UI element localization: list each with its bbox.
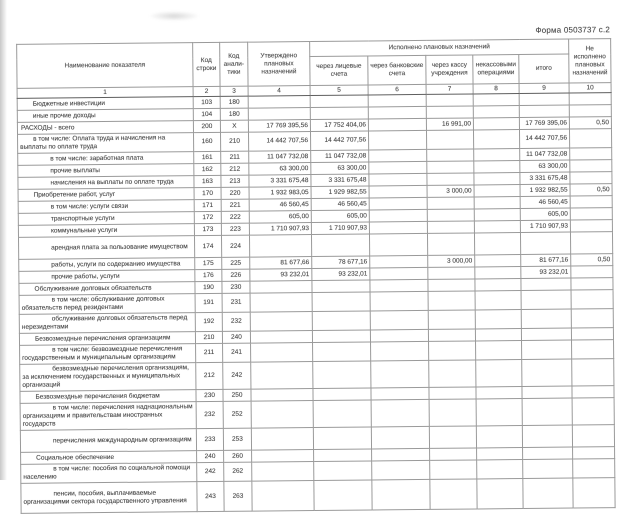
cash-office-cell bbox=[427, 149, 474, 161]
line-code-cell: 192 bbox=[195, 312, 222, 331]
cash-office-cell bbox=[430, 448, 477, 460]
unexecuted-cell bbox=[571, 328, 613, 340]
approved-cell bbox=[252, 481, 314, 512]
col-index-3: 3 bbox=[220, 86, 248, 96]
line-code-cell: 174 bbox=[194, 235, 221, 257]
col-header-via-bank-accounts: через банковские счета bbox=[368, 55, 426, 85]
row-name-cell: начисления на выплаты по оплате труда bbox=[18, 176, 194, 190]
col-index-2: 2 bbox=[193, 86, 220, 96]
unexecuted-cell bbox=[573, 447, 615, 459]
cash-office-cell: 16 991,00 bbox=[426, 118, 473, 130]
approved-cell: 14 442 707,56 bbox=[248, 132, 310, 152]
bank-accounts-cell bbox=[369, 161, 427, 174]
col-header-approved: Утверждено плановых назначений bbox=[248, 42, 310, 87]
analytics-code-cell: 240 bbox=[222, 331, 250, 343]
unexecuted-cell bbox=[570, 208, 612, 220]
non-cash-cell bbox=[475, 255, 521, 267]
analytics-code-cell: X bbox=[220, 120, 248, 132]
personal-accounts-cell: 78 677,16 bbox=[312, 256, 370, 269]
bank-accounts-cell bbox=[370, 329, 428, 342]
line-code-cell: 232 bbox=[196, 401, 223, 428]
total-cell bbox=[521, 309, 571, 328]
row-name-cell: Обслуживание долговых обязательств bbox=[19, 282, 195, 296]
analytics-code-cell: 225 bbox=[222, 257, 250, 269]
non-cash-cell bbox=[473, 130, 519, 149]
analytics-code-cell: 242 bbox=[223, 362, 251, 389]
approved-cell bbox=[250, 331, 312, 344]
row-name-cell: Безвозмездные перечисления бюджетам bbox=[20, 390, 196, 404]
line-code-cell: 171 bbox=[194, 199, 221, 211]
approved-cell bbox=[250, 281, 312, 294]
total-cell: 11 047 732,08 bbox=[520, 148, 570, 160]
personal-accounts-cell bbox=[310, 107, 368, 120]
personal-accounts-cell: 93 232,01 bbox=[312, 268, 370, 281]
total-cell: 1 932 982,55 bbox=[520, 184, 570, 196]
personal-accounts-cell: 46 560,45 bbox=[311, 198, 369, 211]
analytics-code-cell: 222 bbox=[221, 211, 249, 223]
cash-office-cell bbox=[429, 341, 476, 360]
unexecuted-cell: 0,50 bbox=[569, 117, 611, 129]
line-code-cell: 200 bbox=[193, 120, 220, 132]
cash-office-cell bbox=[427, 209, 474, 221]
personal-accounts-cell: 63 300,00 bbox=[311, 162, 369, 175]
bank-accounts-cell bbox=[369, 197, 427, 210]
personal-accounts-cell bbox=[312, 311, 370, 331]
approved-cell bbox=[252, 450, 314, 463]
col-index-10: 10 bbox=[569, 83, 611, 93]
non-cash-cell bbox=[477, 448, 523, 460]
budget-execution-table bbox=[16, 38, 615, 514]
page-edge-shadow bbox=[0, 0, 7, 480]
personal-accounts-cell bbox=[312, 330, 370, 343]
bank-accounts-cell bbox=[372, 479, 430, 510]
cash-office-cell bbox=[428, 291, 475, 310]
total-cell bbox=[519, 93, 569, 105]
line-code-cell: 161 bbox=[194, 151, 221, 163]
line-code-cell: 210 bbox=[195, 331, 222, 343]
personal-accounts-cell bbox=[313, 361, 371, 389]
analytics-code-cell: 231 bbox=[222, 293, 250, 312]
analytics-code-cell: 212 bbox=[221, 163, 249, 175]
bank-accounts-cell bbox=[371, 360, 429, 388]
cash-office-cell bbox=[430, 479, 477, 509]
row-name-cell: в том числе: перечисления наднациональным организациям и правительствам иностранных государств bbox=[20, 402, 196, 431]
analytics-code-cell: 252 bbox=[223, 401, 251, 428]
analytics-code-cell: 213 bbox=[221, 175, 249, 187]
non-cash-cell bbox=[476, 387, 522, 399]
cash-office-cell bbox=[429, 360, 476, 387]
bank-accounts-cell bbox=[369, 149, 427, 162]
line-code-cell: 233 bbox=[196, 428, 223, 450]
total-cell: 81 677,16 bbox=[521, 254, 571, 266]
cash-office-cell bbox=[427, 161, 474, 173]
col-index-7: 7 bbox=[426, 84, 473, 94]
approved-cell: 63 300,00 bbox=[249, 163, 311, 176]
non-cash-cell bbox=[475, 267, 521, 279]
line-code-cell: 175 bbox=[195, 257, 222, 269]
cash-office-cell bbox=[427, 221, 474, 233]
non-cash-cell bbox=[477, 460, 523, 479]
non-cash-cell bbox=[473, 118, 519, 130]
analytics-code-cell: 230 bbox=[222, 281, 250, 293]
personal-accounts-cell: 17 752 404,06 bbox=[310, 119, 368, 132]
bank-accounts-cell bbox=[370, 267, 428, 280]
total-cell bbox=[523, 478, 573, 508]
total-cell: 3 331 675,48 bbox=[520, 172, 570, 184]
col-index-1: 1 bbox=[17, 87, 193, 99]
row-name-cell: обслуживание долговых обязательств перед нерезидентами bbox=[19, 313, 195, 334]
personal-accounts-cell: 11 047 732,08 bbox=[311, 150, 369, 163]
bank-accounts-cell bbox=[370, 291, 428, 311]
form-number-label: Форма 0503737 с.2 bbox=[535, 25, 611, 35]
col-header-unexecuted: Не исполнено плановых назначений bbox=[569, 39, 611, 83]
unexecuted-cell bbox=[570, 220, 612, 232]
row-name-cell: прочие работы, услуги bbox=[19, 270, 195, 284]
approved-cell bbox=[248, 108, 310, 121]
unexecuted-cell bbox=[572, 340, 614, 359]
personal-accounts-cell bbox=[314, 480, 372, 511]
non-cash-cell bbox=[474, 197, 520, 209]
line-code-cell: 160 bbox=[193, 132, 220, 151]
unexecuted-cell bbox=[571, 266, 613, 278]
line-code-cell: 170 bbox=[194, 187, 221, 199]
col-header-via-cash-office: через кассу учреждения bbox=[426, 55, 473, 84]
line-code-cell: 230 bbox=[196, 389, 223, 401]
unexecuted-cell bbox=[569, 105, 611, 117]
total-cell bbox=[519, 105, 569, 117]
unexecuted-cell bbox=[572, 425, 614, 447]
bank-accounts-cell bbox=[370, 255, 428, 268]
bank-accounts-cell bbox=[369, 221, 427, 234]
non-cash-cell bbox=[474, 161, 520, 173]
non-cash-cell bbox=[474, 173, 520, 185]
line-code-cell: 172 bbox=[194, 211, 221, 223]
total-cell: 93 232,01 bbox=[521, 266, 571, 278]
cash-office-cell bbox=[427, 173, 474, 185]
non-cash-cell bbox=[474, 209, 520, 221]
total-cell: 17 769 395,06 bbox=[519, 117, 569, 129]
unexecuted-cell bbox=[572, 386, 614, 398]
row-name-cell: в том числе: заработная плата bbox=[18, 152, 194, 166]
analytics-code-cell: 260 bbox=[224, 450, 252, 462]
cash-office-cell: 3 000,00 bbox=[428, 255, 475, 267]
line-code-cell: 162 bbox=[194, 163, 221, 175]
personal-accounts-cell bbox=[313, 388, 371, 401]
approved-cell bbox=[251, 401, 313, 429]
bank-accounts-cell bbox=[369, 173, 427, 186]
line-code-cell: 173 bbox=[194, 223, 221, 235]
col-header-total: итого bbox=[519, 54, 569, 83]
col-header-line-code: Код строки bbox=[193, 42, 220, 86]
analytics-code-cell: 263 bbox=[224, 481, 252, 511]
cash-office-cell bbox=[429, 399, 476, 426]
line-code-cell: 242 bbox=[197, 462, 224, 481]
analytics-code-cell: 232 bbox=[222, 312, 250, 331]
row-name-cell: работы, услуги по содержанию имущества bbox=[19, 258, 195, 272]
cash-office-cell: 3 000,00 bbox=[427, 185, 474, 197]
approved-cell: 93 232,01 bbox=[250, 269, 312, 282]
bank-accounts-cell bbox=[369, 233, 427, 256]
analytics-code-cell: 220 bbox=[221, 187, 249, 199]
non-cash-cell bbox=[474, 185, 520, 197]
unexecuted-cell bbox=[570, 172, 612, 184]
line-code-cell: 103 bbox=[193, 96, 220, 108]
col-index-8: 8 bbox=[473, 84, 519, 94]
non-cash-cell bbox=[474, 233, 520, 255]
approved-cell bbox=[250, 312, 312, 332]
approved-cell: 81 677,66 bbox=[250, 257, 312, 270]
row-name-cell: пенсии, пособия, выплачиваемые организациями сектора государственного управления bbox=[21, 482, 197, 514]
cash-office-cell bbox=[427, 233, 474, 255]
row-name-cell: прочие выплаты bbox=[18, 164, 194, 178]
total-cell: 605,00 bbox=[520, 208, 570, 220]
total-cell bbox=[522, 398, 572, 425]
total-cell bbox=[523, 459, 573, 478]
line-code-cell: 190 bbox=[195, 281, 222, 293]
col-index-9: 9 bbox=[519, 83, 569, 93]
approved-cell: 605,00 bbox=[249, 211, 311, 224]
bank-accounts-cell bbox=[370, 310, 428, 330]
personal-accounts-cell: 3 331 675,48 bbox=[311, 174, 369, 187]
non-cash-cell bbox=[476, 360, 522, 387]
bank-accounts-cell bbox=[372, 460, 430, 480]
approved-cell: 11 047 732,08 bbox=[249, 151, 311, 164]
row-name-cell: перечисления международным организациям bbox=[20, 429, 196, 453]
non-cash-cell bbox=[477, 479, 523, 509]
personal-accounts-cell bbox=[310, 95, 368, 108]
total-cell bbox=[521, 278, 571, 290]
unexecuted-cell bbox=[571, 290, 613, 309]
row-name-cell: РАСХОДЫ - всего bbox=[17, 121, 193, 135]
personal-accounts-cell bbox=[312, 292, 370, 312]
personal-accounts-cell bbox=[312, 280, 370, 293]
unexecuted-cell bbox=[571, 309, 613, 328]
approved-cell bbox=[251, 428, 313, 451]
line-code-cell: 191 bbox=[195, 293, 222, 312]
personal-accounts-cell bbox=[311, 234, 369, 257]
personal-accounts-cell bbox=[313, 400, 371, 428]
table-body bbox=[17, 93, 615, 514]
unexecuted-cell bbox=[570, 232, 612, 254]
non-cash-cell bbox=[475, 291, 521, 310]
analytics-code-cell: 224 bbox=[221, 235, 249, 257]
unexecuted-cell: 0,50 bbox=[570, 184, 612, 196]
approved-cell bbox=[251, 389, 313, 402]
table-header bbox=[17, 39, 612, 99]
unexecuted-cell bbox=[569, 93, 611, 105]
analytics-code-cell: 180 bbox=[220, 108, 248, 120]
col-header-analytics-code: Код аналитики bbox=[220, 42, 248, 86]
non-cash-cell bbox=[476, 426, 522, 448]
line-code-cell: 212 bbox=[196, 362, 223, 389]
approved-cell bbox=[252, 462, 314, 482]
total-cell bbox=[522, 386, 572, 398]
line-code-cell: 163 bbox=[194, 175, 221, 187]
analytics-code-cell: 180 bbox=[220, 96, 248, 108]
unexecuted-cell bbox=[573, 478, 615, 508]
row-name-cell: коммунальные услуги bbox=[18, 224, 194, 238]
non-cash-cell bbox=[474, 149, 520, 161]
unexecuted-cell bbox=[570, 148, 612, 160]
line-code-cell: 211 bbox=[196, 343, 223, 362]
unexecuted-cell: 0,50 bbox=[571, 254, 613, 266]
row-name-cell: в том числе: обслуживание долговых обязательств перед резидентами bbox=[19, 294, 195, 315]
analytics-code-cell: 226 bbox=[222, 269, 250, 281]
non-cash-cell bbox=[475, 329, 521, 341]
total-cell: 14 442 707,56 bbox=[519, 129, 569, 148]
approved-cell bbox=[251, 343, 313, 363]
unexecuted-cell bbox=[569, 129, 611, 148]
bank-accounts-cell bbox=[372, 448, 430, 461]
personal-accounts-cell bbox=[313, 342, 371, 362]
scan-smudge bbox=[148, 11, 200, 21]
approved-cell: 1 710 907,93 bbox=[249, 223, 311, 236]
personal-accounts-cell bbox=[314, 461, 372, 481]
analytics-code-cell: 210 bbox=[220, 132, 248, 151]
non-cash-cell bbox=[473, 94, 519, 106]
cash-office-cell bbox=[427, 197, 474, 209]
approved-cell: 1 932 983,05 bbox=[249, 187, 311, 200]
non-cash-cell bbox=[475, 279, 521, 291]
row-name-cell: в том числе: пособия по социальной помощи населению bbox=[21, 463, 197, 484]
personal-accounts-cell bbox=[314, 449, 372, 462]
bank-accounts-cell bbox=[369, 209, 427, 222]
row-name-cell: арендная плата за пользование имуществом bbox=[18, 236, 194, 260]
bank-accounts-cell bbox=[368, 130, 426, 150]
line-code-cell: 176 bbox=[195, 269, 222, 281]
table-row bbox=[21, 478, 615, 514]
analytics-code-cell: 211 bbox=[221, 151, 249, 163]
cash-office-cell bbox=[426, 130, 473, 149]
total-cell bbox=[521, 328, 571, 340]
bank-accounts-cell bbox=[368, 106, 426, 119]
cash-office-cell bbox=[426, 106, 473, 118]
analytics-code-cell: 241 bbox=[223, 343, 251, 362]
approved-cell: 17 769 395,56 bbox=[248, 120, 310, 133]
non-cash-cell bbox=[476, 341, 522, 360]
total-cell bbox=[522, 340, 572, 359]
cash-office-cell bbox=[428, 310, 475, 329]
total-cell: 63 300,00 bbox=[520, 160, 570, 172]
unexecuted-cell bbox=[570, 196, 612, 208]
non-cash-cell bbox=[475, 310, 521, 329]
unexecuted-cell bbox=[571, 278, 613, 290]
total-cell: 46 560,45 bbox=[520, 196, 570, 208]
personal-accounts-cell: 1 710 907,93 bbox=[311, 222, 369, 235]
row-name-cell: Приобретение работ, услуг bbox=[18, 188, 194, 202]
bank-accounts-cell bbox=[368, 94, 426, 107]
bank-accounts-cell bbox=[371, 399, 429, 427]
approved-cell bbox=[251, 362, 313, 390]
personal-accounts-cell: 14 442 707,56 bbox=[310, 131, 368, 151]
analytics-code-cell: 250 bbox=[223, 389, 251, 401]
unexecuted-cell bbox=[570, 160, 612, 172]
bank-accounts-cell bbox=[371, 341, 429, 361]
approved-cell bbox=[248, 96, 310, 109]
analytics-code-cell: 221 bbox=[221, 199, 249, 211]
col-header-via-personal-accounts: через лицевые счета bbox=[310, 56, 368, 86]
personal-accounts-cell: 1 929 982,55 bbox=[311, 186, 369, 199]
non-cash-cell bbox=[473, 106, 519, 118]
row-name-cell: в том числе: услуги связи bbox=[18, 200, 194, 214]
row-name-cell: Социальное обеспечение bbox=[21, 451, 197, 465]
col-header-non-cash-operations: некассовыми операциями bbox=[473, 55, 519, 84]
approved-cell bbox=[250, 293, 312, 313]
bank-accounts-cell bbox=[371, 426, 429, 449]
cash-office-cell bbox=[429, 387, 476, 399]
bank-accounts-cell bbox=[369, 185, 427, 198]
analytics-code-cell: 253 bbox=[223, 428, 251, 450]
total-cell bbox=[520, 232, 570, 254]
cash-office-cell bbox=[428, 329, 475, 341]
col-index-6: 6 bbox=[368, 84, 426, 95]
col-header-executed-group: Исполнено плановых назначений bbox=[310, 39, 569, 56]
row-name-cell: транспортные услуги bbox=[18, 212, 194, 226]
row-name-cell: иные прочие доходы bbox=[17, 109, 193, 123]
scanned-report-page bbox=[16, 25, 617, 514]
total-cell bbox=[522, 359, 572, 386]
row-name-cell: в том числе: безвозмездные перечисления государственным и муниципальным организациям bbox=[20, 344, 196, 365]
cash-office-cell bbox=[430, 460, 477, 479]
total-cell bbox=[522, 425, 572, 447]
total-cell bbox=[523, 447, 573, 459]
personal-accounts-cell: 605,00 bbox=[311, 210, 369, 223]
bank-accounts-cell bbox=[371, 387, 429, 400]
unexecuted-cell bbox=[572, 359, 614, 386]
line-code-cell: 240 bbox=[197, 450, 224, 462]
unexecuted-cell bbox=[573, 459, 615, 478]
line-code-cell: 243 bbox=[197, 481, 224, 511]
cash-office-cell bbox=[426, 94, 473, 106]
total-cell: 1 710 907,93 bbox=[520, 220, 570, 232]
col-index-4: 4 bbox=[248, 86, 310, 97]
cash-office-cell bbox=[428, 267, 475, 279]
approved-cell: 46 560,45 bbox=[249, 199, 311, 212]
approved-cell bbox=[249, 235, 311, 258]
unexecuted-cell bbox=[572, 398, 614, 425]
non-cash-cell bbox=[474, 221, 520, 233]
cash-office-cell bbox=[429, 426, 476, 448]
bank-accounts-cell bbox=[370, 279, 428, 292]
row-name-cell: Безвозмездные перечисления организациям bbox=[19, 332, 195, 346]
row-name-cell: безвозмездные перечисления организациям, за исключением государственных и муниципальных организаций bbox=[20, 363, 196, 392]
analytics-code-cell: 223 bbox=[221, 223, 249, 235]
col-index-5: 5 bbox=[310, 85, 368, 96]
col-header-name: Наименование показателя bbox=[17, 43, 193, 89]
analytics-code-cell: 262 bbox=[224, 462, 252, 481]
total-cell bbox=[521, 290, 571, 309]
bank-accounts-cell bbox=[368, 118, 426, 131]
personal-accounts-cell bbox=[313, 427, 371, 450]
line-code-cell: 104 bbox=[193, 108, 220, 120]
approved-cell: 3 331 675,48 bbox=[249, 175, 311, 188]
non-cash-cell bbox=[476, 399, 522, 426]
row-name-cell: Бюджетные инвестиции bbox=[17, 97, 193, 111]
row-name-cell: в том числе: Оплата труда и начисления на выплаты по оплате труда bbox=[18, 133, 194, 154]
cash-office-cell bbox=[428, 279, 475, 291]
